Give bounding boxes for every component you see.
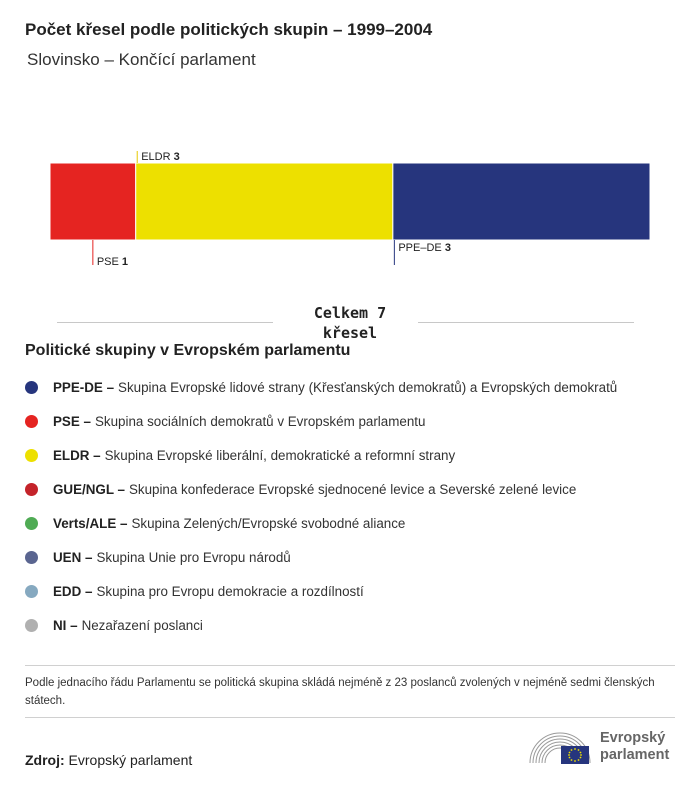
- note-divider-top: [25, 665, 675, 666]
- bar-label-eldr: ELDR 3: [141, 151, 180, 163]
- legend-item: Verts/ALE – Skupina Zelených/Evropské svobodné aliance: [25, 506, 617, 540]
- legend-dot-verts-ale: [25, 517, 38, 530]
- bar-label-pse: PSE 1: [96, 256, 129, 268]
- seat-bar-chart: [0, 140, 700, 275]
- legend-item: ELDR – Skupina Evropské liberální, demokratické a reformní strany: [25, 438, 617, 472]
- total-value: 7: [377, 304, 387, 322]
- logo-line2: parlament: [600, 747, 670, 763]
- legend-dot-ni: [25, 619, 38, 632]
- total-divider-right: [418, 322, 634, 323]
- source-text: Evropský parlament: [68, 752, 193, 768]
- legend-item: UEN – Skupina Unie pro Evropu národů: [25, 540, 617, 574]
- bar-label-ppe-de: PPE–DE 3: [398, 242, 451, 254]
- legend-item: NI – Nezařazení poslanci: [25, 608, 617, 642]
- legend-dot-uen: [25, 551, 38, 564]
- total-seats: [300, 303, 400, 343]
- legend-item: GUE/NGL – Skupina konfederace Evropské sjednocené levice a Severské zelené levice: [25, 472, 617, 506]
- legend-item: PSE – Skupina sociálních demokratů v Evropském parlamentu: [25, 404, 617, 438]
- total-unit: křesel: [322, 324, 378, 342]
- bar-pse: [50, 163, 136, 240]
- chart-title: Počet křesel podle politických skupin – 1999–2004: [25, 20, 433, 39]
- legend-dot-edd: [25, 585, 38, 598]
- bar-eldr: [136, 163, 393, 240]
- legend: [25, 370, 617, 642]
- source: [25, 752, 192, 768]
- ep-logo: [528, 729, 669, 765]
- note-divider-bottom: [25, 717, 675, 718]
- legend-item: EDD – Skupina pro Evropu demokracie a rozdílností: [25, 574, 617, 608]
- logo-text: [600, 730, 669, 764]
- footnote: Podle jednacího řádu Parlamentu se politická skupina skládá nejméně z 23 poslanců zvolených v nejméně sedmi členských státech.: [25, 677, 655, 707]
- legend-title: Politické skupiny v Evropském parlamentu: [25, 342, 351, 359]
- bar-ppe-de: [393, 163, 650, 240]
- source-label: Zdroj:: [25, 752, 65, 768]
- total-divider-left: [57, 322, 273, 323]
- chart-subtitle: Slovinsko – Končící parlament: [27, 50, 256, 69]
- total-prefix: Celkem: [313, 304, 369, 322]
- logo-line1: Evropský: [600, 730, 666, 746]
- legend-dot-pse: [25, 415, 38, 428]
- legend-item: PPE-DE – Skupina Evropské lidové strany (Křesťanských demokratů) a Evropských demokratů: [25, 370, 617, 404]
- legend-dot-eldr: [25, 449, 38, 462]
- hemicycle-icon: [528, 729, 592, 765]
- legend-dot-gue-ngl: [25, 483, 38, 496]
- legend-dot-ppe-de: [25, 381, 38, 394]
